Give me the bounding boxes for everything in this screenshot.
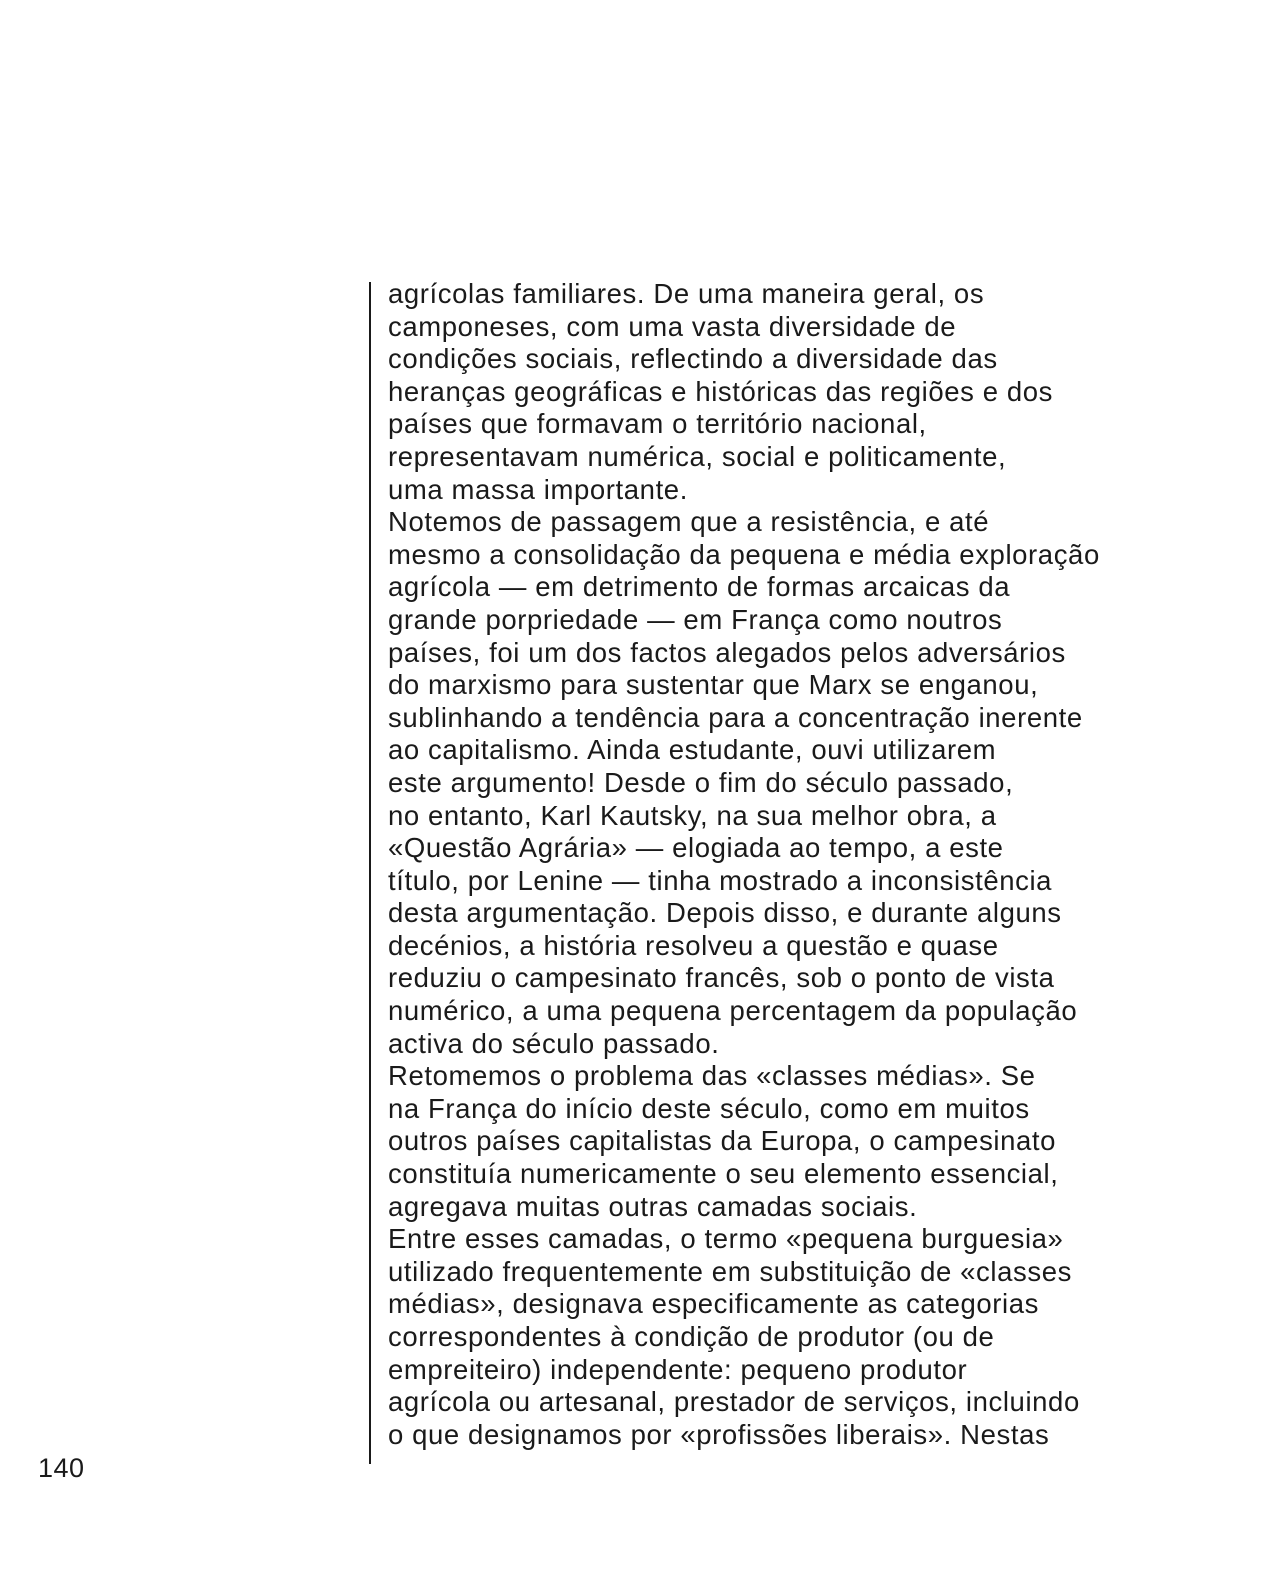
text-line: o que designamos por «profissões liberais». Nestas <box>388 1418 1050 1450</box>
text-line: camponeses, com uma vasta diversidade de <box>388 310 957 342</box>
text-line: outros países capitalistas da Europa, o campesinato <box>388 1125 1057 1157</box>
text-line: empreiteiro) independente: pequeno produtor <box>388 1353 968 1385</box>
text-line: agrícolas familiares. De uma maneira geral, os <box>388 278 985 309</box>
text-line: no entanto, Karl Kautsky, na sua melhor obra, a <box>388 799 997 831</box>
text-line: Notemos de passagem que a resistência, e até <box>388 506 990 538</box>
text-line: na França do início deste século, como em muitos <box>388 1092 1030 1124</box>
text-line: utilizado frequentemente em substituição de «classes <box>388 1255 1072 1287</box>
text-line: decénios, a história resolveu a questão e quase <box>388 929 999 961</box>
text-line: activa do século passado. <box>388 1027 720 1059</box>
text-line: título, por Lenine — tinha mostrado a inconsistência <box>388 864 1053 896</box>
text-line: Retomemos o problema das «classes médias». Se <box>388 1060 1036 1092</box>
text-line: do marxismo para sustentar que Marx se enganou, <box>388 669 1039 701</box>
text-line: países que formavam o território nacional, <box>388 408 927 440</box>
page-number: 140 <box>38 1453 85 1483</box>
body-text <box>388 278 1248 1451</box>
text-line: reduziu o campesinato francês, sob o ponto de vista <box>388 962 1055 994</box>
text-line: desta argumentação. Depois disso, e durante alguns <box>388 897 1062 929</box>
text-line: heranças geográficas e históricas das regiões e dos <box>388 375 1053 407</box>
text-line: representavam numérica, social e politicamente, <box>388 440 1007 472</box>
text-line: mesmo a consolidação da pequena e média exploração <box>388 538 1100 570</box>
text-line: este argumento! Desde o fim do século passado, <box>388 766 1014 798</box>
text-line: ao capitalismo. Ainda estudante, ouvi utilizarem <box>388 734 997 766</box>
text-line: países, foi um dos factos alegados pelos adversários <box>388 636 1066 668</box>
text-line: condições sociais, reflectindo a diversidade das <box>388 343 998 375</box>
text-line: Entre esses camadas, o termo «pequena burguesia» <box>388 1223 1064 1255</box>
text-line: grande porpriedade — em França como noutros <box>388 603 1003 635</box>
text-line: agrícola — em detrimento de formas arcaicas da <box>388 571 1011 603</box>
text-line: agregava muitas outras camadas sociais. <box>388 1190 918 1222</box>
text-line: sublinhando a tendência para a concentração inerente <box>388 701 1083 733</box>
text-line: uma massa importante. <box>388 473 688 505</box>
text-line: médias», designava especificamente as categorias <box>388 1288 1039 1320</box>
text-line: numérico, a uma pequena percentagem da população <box>388 995 1078 1027</box>
text-line: constituía numericamente o seu elemento essencial, <box>388 1158 1059 1190</box>
text-line: agrícola ou artesanal, prestador de serviços, incluindo <box>388 1386 1080 1418</box>
text-line: «Questão Agrária» — elogiada ao tempo, a este <box>388 832 1004 864</box>
margin-rule <box>369 282 371 1464</box>
text-line: correspondentes à condição de produtor (ou de <box>388 1321 995 1352</box>
